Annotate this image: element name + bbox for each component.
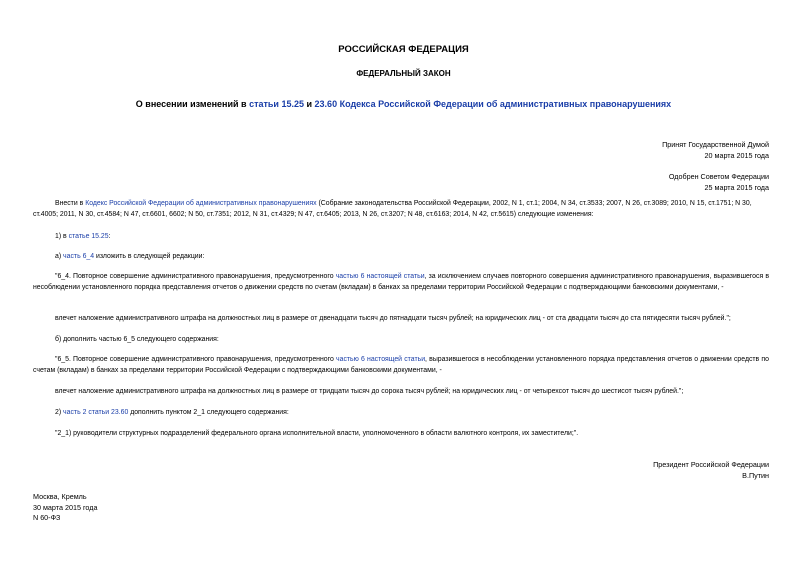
duma-label: Принят Государственной Думой xyxy=(662,140,769,149)
item-a xyxy=(33,252,769,263)
item-a-suffix: изложить в следующей редакции: xyxy=(94,253,205,260)
title-prefix: О внесении изменений в xyxy=(135,99,250,109)
item-1-suffix: : xyxy=(108,233,111,240)
paragraph-6-4 xyxy=(33,272,769,293)
penalty-6-5: влечет наложение административного штрафа на должностных лиц в размере от тридцати тысяч до сорока тысяч рублей; на юридических лиц - от четырехсот тысяч до шестисот тысяч рублей."; xyxy=(55,388,684,395)
paragraph-6-5 xyxy=(33,355,769,376)
paragraph-6-5-rest: , выразившегося в несоблюдении установленного порядка представления отчетов о движении средств по счетам (вкладам) в банках за пределами территории Российской Федерации с подтверждающими банковскими документами, - xyxy=(33,356,769,374)
country-heading: РОССИЙСКАЯ ФЕДЕРАЦИЯ xyxy=(338,44,469,55)
intro-rest: (Собрание законодательства Российской Федерации, 2002, N 1, ст.1; 2004, N 34, ст.3533; 2007, N 26, ст.3089; 2010, N 15, ст.1751; N 30, ст.4005; 2011, N 30, ст.4584; N 47, ст.6601, 6602; N 50, ст.7351; 2012, N 31, ст.4329; N 47, ст.6405; 2013, N 26, ст.3207; N 48, ст.6163; 2014, N 42, ст.5615) следующие изменения: xyxy=(33,200,752,218)
paragraph-6-4-prefix: "6_4. Повторное совершение административного правонарушения, предусмотренного xyxy=(55,273,336,280)
item-2-prefix: 2) xyxy=(55,409,64,416)
council-date: 25 марта 2015 года xyxy=(704,183,769,192)
penalty-6-4: влечет наложение административного штрафа на должностных лиц в размере от двенадцати тысяч до пятнадцати тысяч рублей; на юридических лиц - от ста двадцати тысяч до ста пятидесяти тысяч рублей."; xyxy=(55,315,731,322)
link-part-6-4[interactable]: часть 6_4 xyxy=(63,253,95,260)
link-part-6-a[interactable]: частью 6 настоящей статьи xyxy=(335,273,425,280)
item-1 xyxy=(33,232,769,243)
link-part-2-article-23-60[interactable]: часть 2 статьи 23.60 xyxy=(63,409,129,416)
footer-number: N 60-ФЗ xyxy=(33,513,61,522)
item-2-suffix: дополнить пунктом 2_1 следующего содержания: xyxy=(128,409,289,416)
council-label: Одобрен Советом Федерации xyxy=(668,172,769,181)
link-koap-code[interactable]: Кодекс Российской Федерации об административных правонарушениях xyxy=(85,200,317,207)
footer-date: 30 марта 2015 года xyxy=(33,502,98,512)
signature-name: В.Путин xyxy=(742,470,769,480)
link-part-6-b[interactable]: частью 6 настоящей статьи xyxy=(336,356,426,363)
title-mid: и xyxy=(304,99,315,109)
footer-block xyxy=(33,492,97,524)
footer-place: Москва, Кремль xyxy=(33,492,87,501)
duma-adoption xyxy=(662,139,769,161)
link-article-15-25[interactable]: статье 15.25 xyxy=(68,233,109,240)
item-b: б) дополнить частью 6_5 следующего содержания: xyxy=(55,336,219,343)
intro-prefix: Внести в xyxy=(55,200,86,207)
intro-paragraph xyxy=(33,199,769,220)
title-link-article-23-60[interactable]: 23.60 Кодекса Российской Федерации об административных правонарушениях xyxy=(314,99,672,109)
paragraph-2-1: "2_1) руководители структурных подразделений федерального органа исполнительной власти, уполномоченного в области валютного контроля, их заместители;". xyxy=(55,430,579,437)
duma-date: 20 марта 2015 года xyxy=(704,151,769,160)
item-a-prefix: а) xyxy=(55,253,64,260)
item-2 xyxy=(33,408,769,419)
title-link-article-15-25[interactable]: статьи 15.25 xyxy=(249,99,304,109)
signature-block xyxy=(653,460,769,481)
paragraph-6-4-rest: , за исключением случаев повторного совершения административного правонарушения, выразившегося в несоблюдении установленного порядка представления отчетов о движении средств по счетам (вкладам) в банках за пределами территории Российской Федерации с подтверждающими банковскими документами, - xyxy=(33,273,769,291)
item-1-prefix: 1) в xyxy=(55,233,69,240)
paragraph-6-5-prefix: "6_5. Повторное совершение административного правонарушения, предусмотренного xyxy=(55,356,337,363)
council-approval xyxy=(669,171,769,193)
signature-position: Президент Российской Федерации xyxy=(653,460,769,469)
doc-type-heading: ФЕДЕРАЛЬНЫЙ ЗАКОН xyxy=(356,69,451,78)
law-title xyxy=(0,99,807,109)
